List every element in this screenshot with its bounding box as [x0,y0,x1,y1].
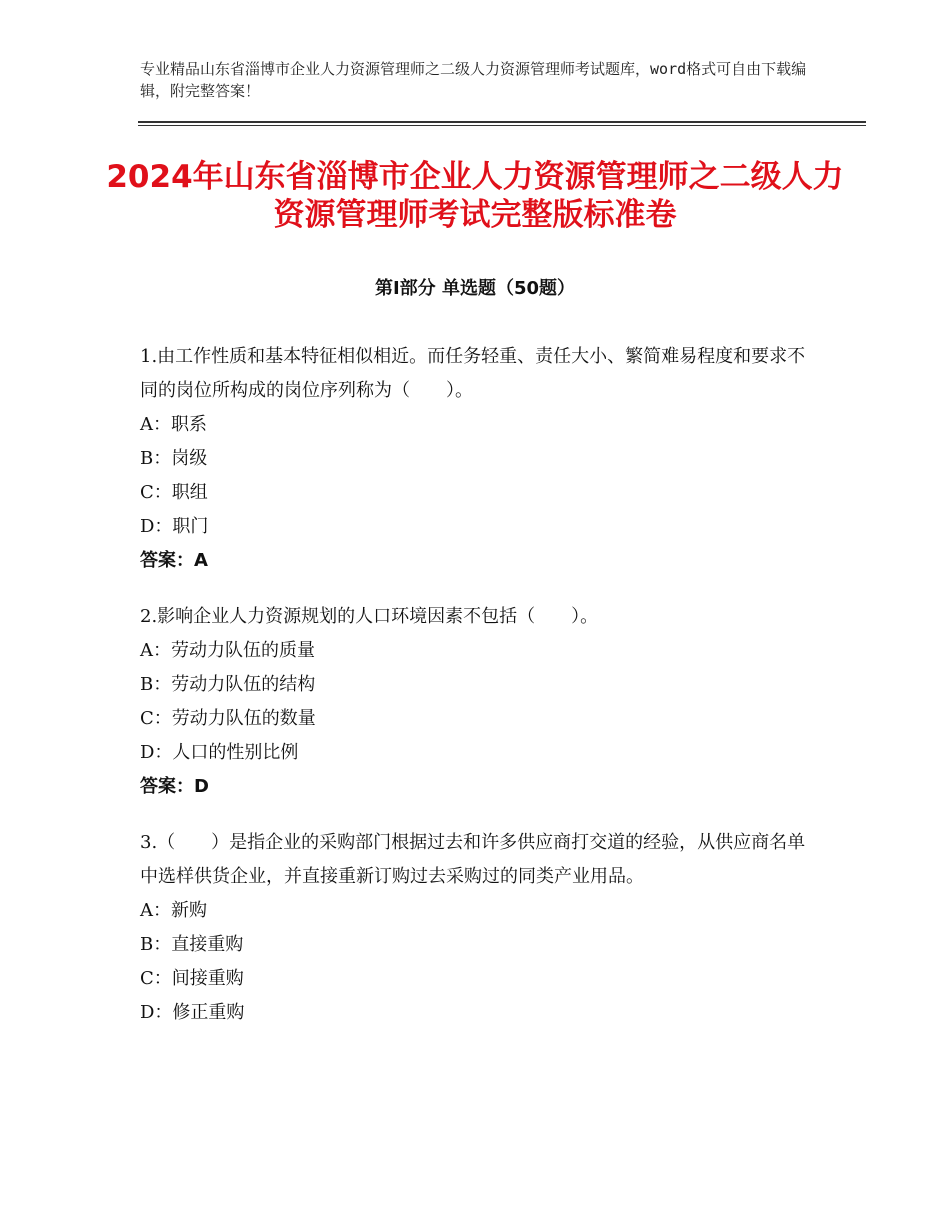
option-b: B：劳动力队伍的结构 [140,674,316,695]
option-b: B：直接重购 [140,934,244,955]
option-d: D：修正重购 [140,1002,245,1023]
option-a: A：劳动力队伍的质量 [140,640,315,661]
option-a: A：职系 [140,414,207,435]
question-1 [140,340,812,578]
option-d: D：人口的性别比例 [140,742,299,763]
option-a: A：新购 [140,900,207,921]
option-c: C：职组 [140,482,208,503]
question-list [140,340,812,1052]
header-note: 专业精品山东省淄博市企业人力资源管理师之二级人力资源管理师考试题库，word格式可自由下载编辑，附完整答案！ [140,60,807,100]
option-d: D：职门 [140,516,209,537]
question-3 [140,826,812,1030]
answer: 答案：D [140,776,209,797]
answer: 答案：A [140,550,208,571]
header-divider [138,121,866,126]
question-2 [140,600,812,804]
section-title: 第Ⅰ部分 单选题（50题） [374,278,575,299]
option-c: C：间接重购 [140,968,244,989]
option-b: B：岗级 [140,448,208,469]
question-stem: 1.由工作性质和基本特征相似相近。而任务轻重、责任大小、繁简难易程度和要求不同的岗位所构成的岗位序列称为（ ）。 [140,346,806,401]
document-title: 2024年山东省淄博市企业人力资源管理师之二级人力资源管理师考试完整版标准卷 [106,159,844,233]
question-stem: 3.（ ）是指企业的采购部门根据过去和许多供应商打交道的经验，从供应商名单中选样供货企业，并直接重新订购过去采购过的同类产业用品。 [140,832,806,887]
question-stem: 2.影响企业人力资源规划的人口环境因素不包括（ ）。 [140,606,599,627]
option-c: C：劳动力队伍的数量 [140,708,316,729]
